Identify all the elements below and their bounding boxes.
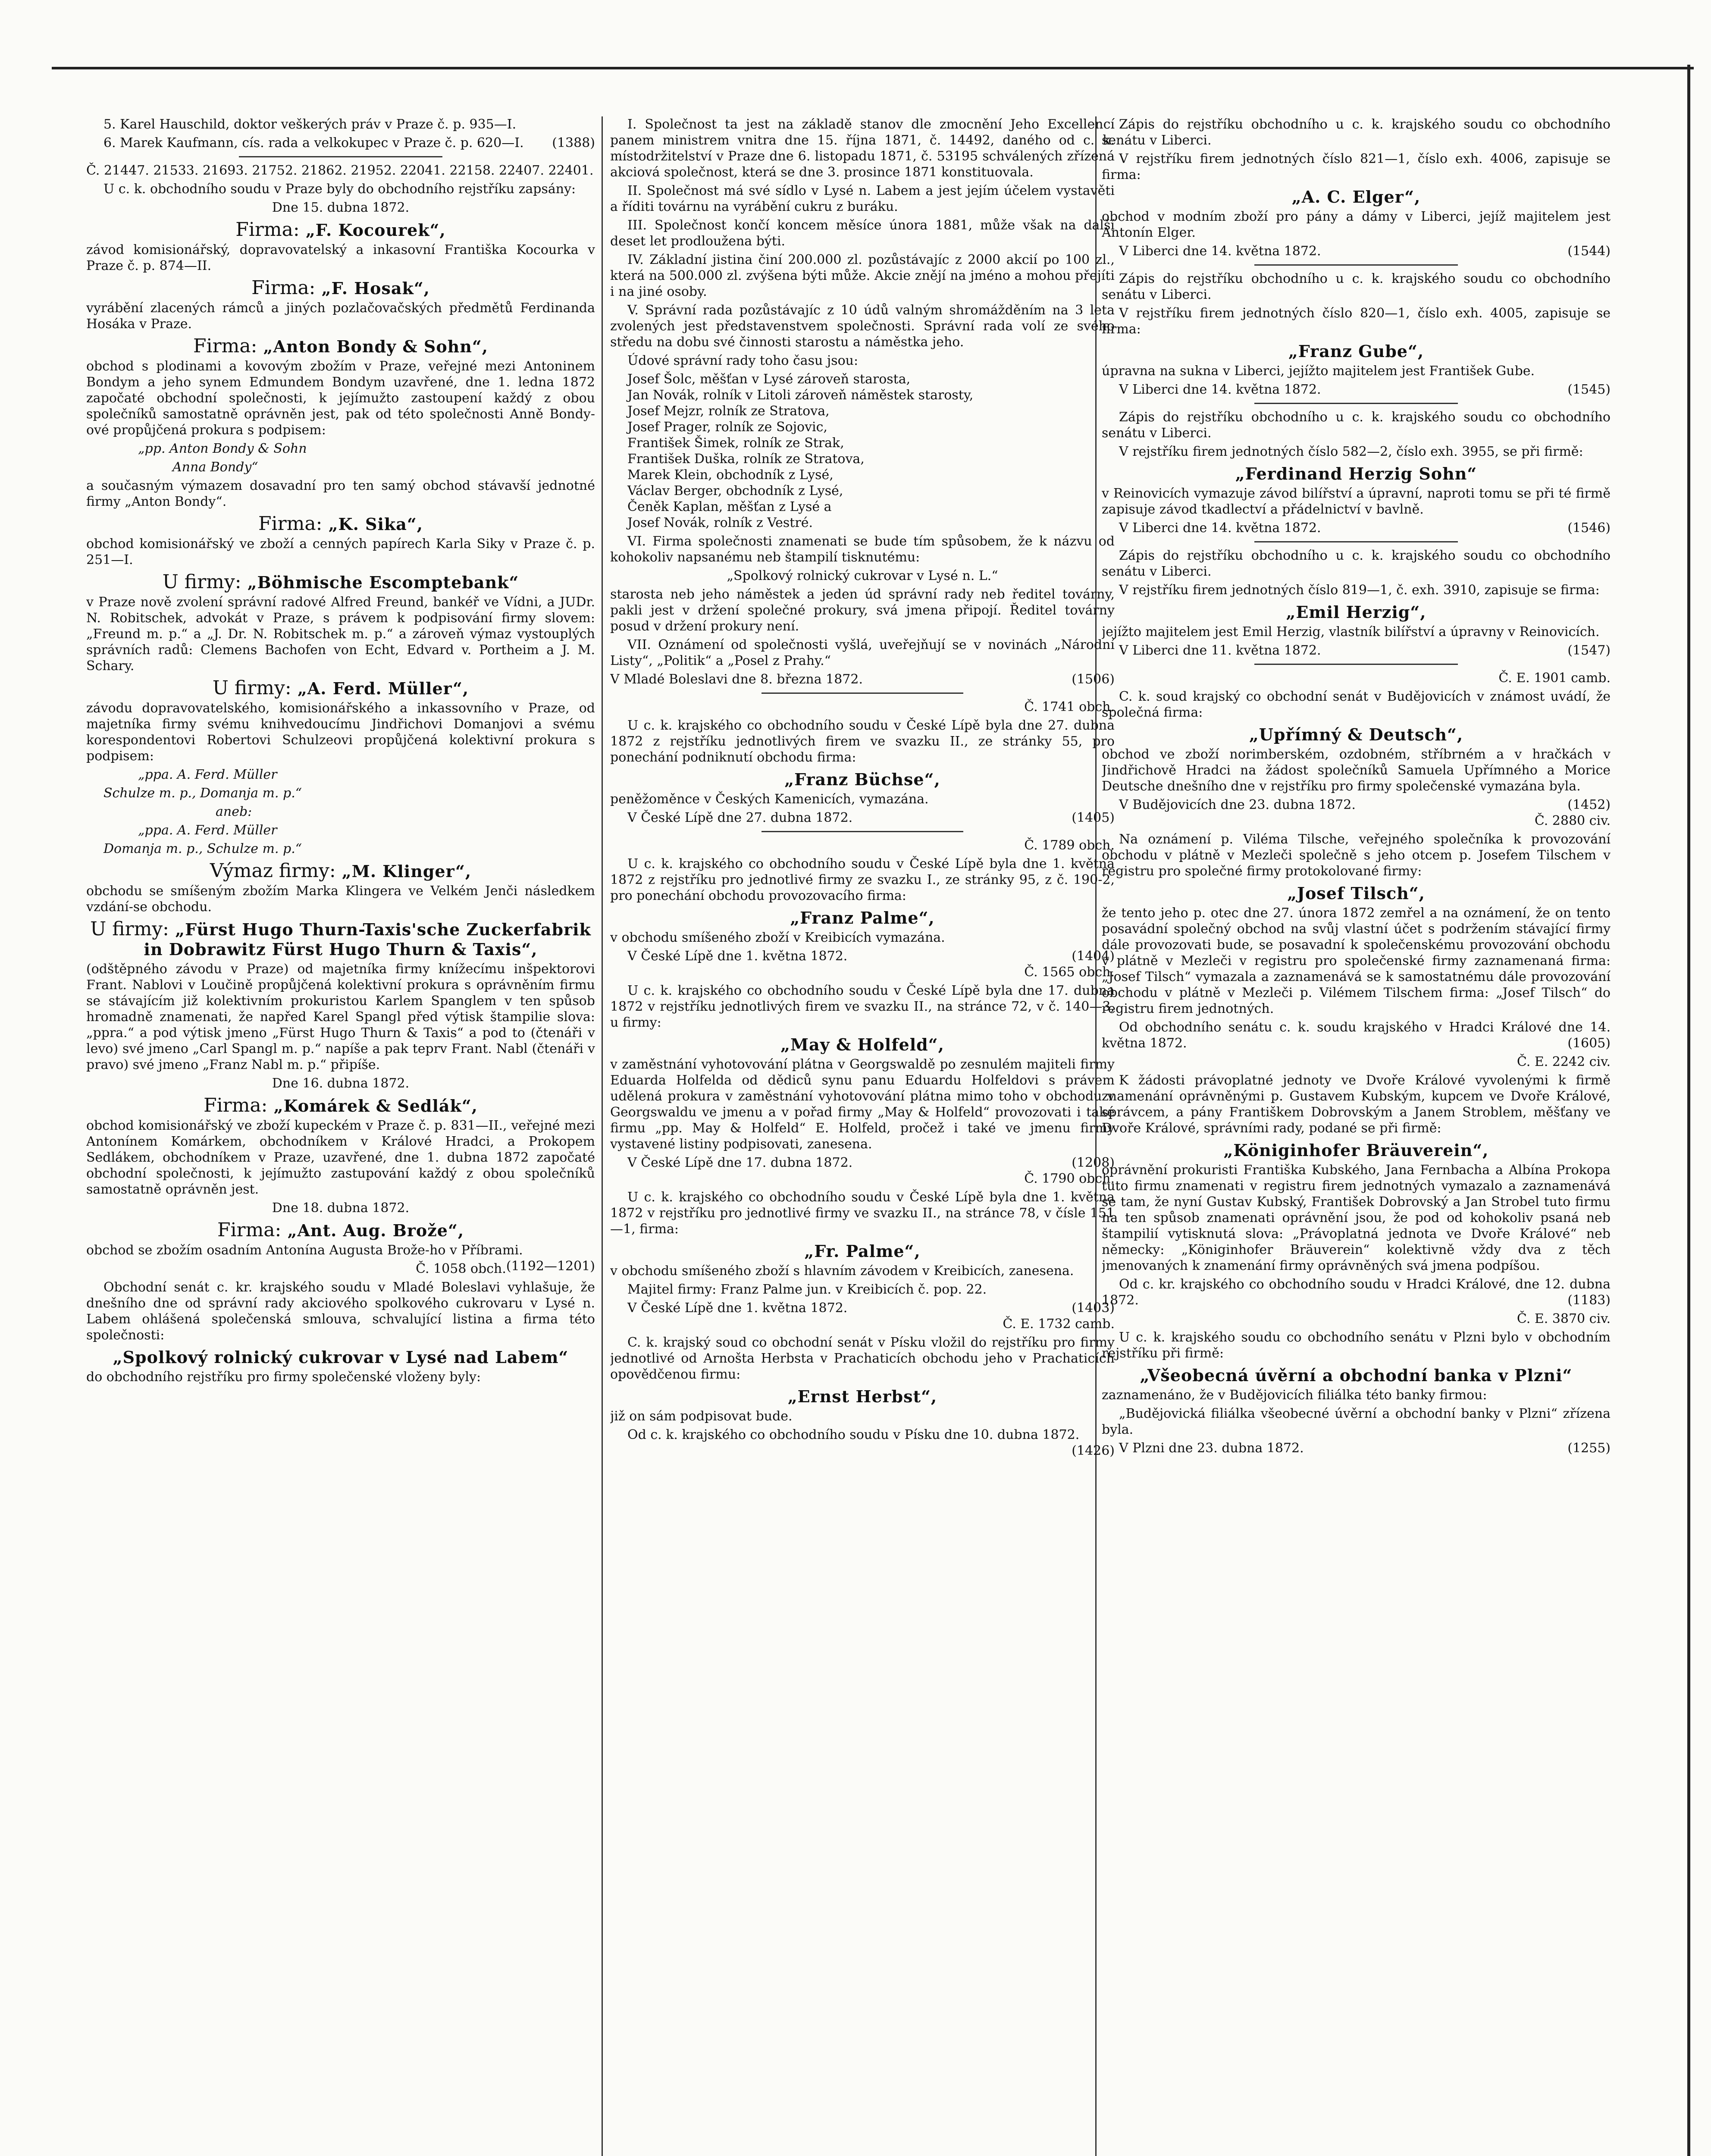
statute-6-cont: starosta neb jeho náměstek a jeden úd správní rady neb ředitel továrny, pakli jest v držení společné prokury, svá jmena připojí. Ředitel továrny posud v držení prokury není.: [610, 587, 1115, 634]
firm-label: Firma:: [193, 335, 257, 357]
notice-herbst-text: již on sám podpisovat bude.: [610, 1409, 793, 1424]
firm-text-sika: obchod komisionářský ve zboží a cenných papírech Karla Siky v Praze č. p. 251—I.: [86, 536, 595, 567]
reference-number: Č. 1741 obch.: [1024, 699, 1115, 714]
dateline: V České Lípě dne 17. dubna 1872.: [627, 1155, 853, 1170]
firm-heading-bondy: [86, 336, 595, 357]
separator: [761, 831, 963, 832]
firm-heading-tilsch: „Josef Tilsch“,: [1287, 884, 1425, 903]
reference-number: Č. E. 2242 civ.: [1517, 1054, 1611, 1069]
signature-line: Anna Bondy“: [172, 460, 258, 475]
dateline-row: [1102, 642, 1611, 658]
board-member: Čeněk Kaplan, měšťan z Lysé a: [627, 499, 832, 514]
notice-gube-register: V rejstříku firem jednotných číslo 820—1, číslo exh. 4005, zapisuje se firma:: [1102, 306, 1611, 337]
firm-name: „Komárek & Sedlák“,: [273, 1096, 478, 1116]
separator: [1254, 541, 1458, 542]
entry-kaufmann-text: 6. Marek Kaufmann, cís. rada a velkokupec v Praze č. p. 620—I.: [103, 135, 524, 150]
notice-bank: U c. k. krajského soudu co obchodního senátu v Plzni bylo v obchodním rejstříku při firmě:: [1102, 1330, 1611, 1361]
board-member: Josef Prager, rolník ze Sojovic,: [627, 420, 827, 435]
firm-text-escomptebank: v Praze nově zvolení správní radové Alfred Freund, bankéř ve Vídni, a JUDr. N. Robitschek, advokát v Praze, s právem k podpisování firmy slovem: „Freund m. p.“ a „J. Dr. N. Robitschek m. p.“ a zároveň výmaz vystouplých správních radů: Clemens Bachofen von Echt, Edvard v. Portheim a J. M. Schary.: [86, 595, 595, 674]
statute-2: II. Společnost má své sídlo v Lysé n. Labem a jest jejím účelem vystavěti a říditi továrnu na vyrábění cukru z buráku.: [610, 183, 1115, 214]
firm-label: Firma:: [258, 513, 323, 535]
firm-heading-fr-palme: „Fr. Palme“,: [804, 1241, 921, 1261]
dateline: V Plzni dne 23. dubna 1872.: [1119, 1441, 1304, 1456]
reference-number: Č. E. 1732 camb.: [1003, 1316, 1115, 1332]
separator: [239, 156, 442, 157]
firm-label: Výmaz firmy:: [210, 860, 336, 882]
dateline-row: [1102, 382, 1611, 398]
firm-text-bondy-2: a současným výmazem dosavadní pro ten samý obchod stávavší jednotné firmy „Anton Bondy“.: [86, 478, 595, 509]
notice-herzig-sohn: Zápis do rejstříku obchodního u c. k. krajského soudu co obchodního senátu v Liberci.: [1102, 410, 1611, 441]
firm-heading-buchse: „Franz Büchse“,: [784, 770, 940, 789]
firm-text-muller: závodu dopravovatelského, komisionářského a inkassovního v Praze, od majetníka firmy svému knihvedoucímu Jindřichovi Domanjovi a svému korespondentovi Robertovi Schulzeovi propůjčená kolektivní prokura s podpisem:: [86, 701, 595, 764]
reference-number: Č. 1058 obch.: [416, 1261, 506, 1276]
firm-heading-thurn-taxis: [86, 919, 595, 959]
firm-label: Firma:: [217, 1219, 282, 1241]
statute-6: VI. Firma společnosti znamenati se bude tím spůsobem, že k názvu od kohokoliv napsanému neb štampilí tisknutému:: [610, 534, 1115, 565]
firm-heading-brauverein: „Königinhofer Bräuverein“,: [1223, 1141, 1489, 1160]
dateline: V Budějovicích dne 23. dubna 1872.: [1119, 797, 1356, 812]
entry-number: (1506): [1072, 672, 1115, 687]
entry-number: (1404): [1072, 949, 1115, 964]
separator: [1254, 664, 1458, 665]
notice-emil-herzig: Zápis do rejstříku obchodního u c. k. krajského soudu co obchodního senátu v Liberci.: [1102, 548, 1611, 579]
reference-number: Č. 1789 obch.: [1024, 838, 1115, 853]
reference-number: Č. E. 3870 civ.: [1517, 1311, 1611, 1326]
firm-text-klinger: obchodu se smíšeným zbožím Marka Klingera ve Velkém Jenči následkem vzdání-se obchodu.: [86, 884, 595, 915]
notice-gube-text: úpravna na sukna v Liberci, jejížto majitelem jest František Gube.: [1102, 364, 1535, 379]
dateline: V České Lípě dne 27. dubna 1872.: [627, 810, 853, 825]
firm-text-kocourek: závod komisionářský, dopravovatelský a inkasovní Františka Kocourka v Praze č. p. 874—II.: [86, 242, 595, 273]
firm-name: „K. Sika“,: [328, 514, 423, 534]
signature-line: aneb:: [216, 804, 252, 819]
date-heading: Dne 18. dubna 1872.: [272, 1200, 410, 1216]
notice-tilsch-closing: [1102, 1019, 1611, 1051]
firm-heading-herzig-sohn: „Ferdinand Herzig Sohn“: [1235, 464, 1477, 483]
board-heading: Údové správní rady toho času jsou:: [627, 353, 859, 368]
notice-herzig-sohn-register: V rejstříku firem jednotných číslo 582—2, číslo exh. 3955, se při firmě:: [1119, 444, 1583, 459]
dateline: V Liberci dne 14. května 1872.: [1119, 382, 1321, 397]
column-3: [1102, 116, 1611, 2156]
notice-brauverein-text: oprávnění prokuristi Františka Kubského, Jana Fernbacha a Albína Prokopa tuto firmu znamenati v registru firem jednotných vymazalo a zaznamenává se tam, že nyní Gustav Kubský, František Dobrovský a Jan Strobel tuto firmu na ten spůsob znamenati oprávnění jsou, že pod od kohokoliv psaná neb štampilií vytisknutá slova: „Právoplatná jednota ve Dvoře Králové“ neb německy: „Königinhofer Bräuverein“ kolektivně vždy dva z těch jmenovaných k znamenání firmy oprávněných svá jmena podpíšou.: [1102, 1163, 1611, 1273]
signature-line: Schulze m. p., Domanja m. p.“: [103, 786, 302, 801]
board-member: František Šimek, rolník ze Strak,: [627, 436, 844, 451]
reference-number: Č. 1790 obch.: [1024, 1171, 1115, 1186]
dateline-row: [610, 1155, 1115, 1171]
firm-text-bondy: obchod s plodinami a kovovým zbožím v Praze, veřejné mezi Antoninem Bondym a jeho synem Edmundem Bondym uzavřené, dne 1. ledna 1872 započaté obchodní společnosti, k jejímužto zastoupení každý z obou společníků samostatně oprávněn jest, pak od této společnosti Anně Bondy-ové propůjčená prokura s podpisem:: [86, 359, 595, 438]
entry-number: (1545): [1567, 382, 1611, 397]
dateline: V České Lípě dne 1. května 1872.: [627, 1300, 848, 1316]
notice-herzig-sohn-text: v Reinovicích vymazuje závod bilířství a úpravní, naproti tomu se při té firmě zapisuje závod tkadlectví a přádelnictví v bavlně.: [1102, 486, 1611, 517]
entry-number: (1605): [1567, 1036, 1611, 1051]
dateline: V České Lípě dne 1. května 1872.: [627, 949, 848, 964]
notice-herbst-closing: [610, 1427, 1115, 1458]
firm-label: Firma:: [251, 277, 316, 299]
dateline-row: [1102, 1440, 1611, 1456]
statute-4: IV. Základní jistina činí 200.000 zl. pozůstávajíc z 2000 akcií po 100 zl., která na 500.000 zl. zvýšena býti může. Akcie znějí na jméno a mohou přejíti i na jiné osoby.: [610, 252, 1115, 299]
notice-bank-text: zaznamenáno, že v Budějovicích filiálka této banky firmou:: [1102, 1388, 1487, 1403]
notice-holfeld: U c. k. krajského co obchodního soudu v České Lípě byla dne 17. dubna 1872 v rejstříku jednotlivých firem ve svazku II., na stránce 72, v č. 140—3, u firmy:: [610, 983, 1115, 1030]
reference-numbers: Č. 21447. 21533. 21693. 21752. 21862. 21952. 22041. 22158. 22407. 22401.: [86, 163, 594, 178]
entry-number: (1255): [1567, 1441, 1611, 1456]
notice-gube: Zápis do rejstříku obchodního u c. k. krajského soudu co obchodního senátu v Liberci.: [1102, 271, 1611, 302]
notice-herbst: C. k. krajský soud co obchodní senát v Písku vložil do rejstříku pro firmy jednotlivé od Arnošta Herbsta v Prachaticích obchodu jeho v Prachaticích opovědčenou firmu:: [610, 1335, 1115, 1382]
dateline-row: [1102, 243, 1611, 259]
notice-buchse: U c. k. krajského co obchodního soudu v České Lípě byla dne 27. dubna 1872 z rejstříku jednotlivých firem ve svazku II., ze stránky 55, pro ponechání podniknutí obchodu firma:: [610, 718, 1115, 765]
dateline: V Liberci dne 14. května 1872.: [1119, 520, 1321, 536]
firm-text-thurn-taxis: (odštěpného závodu v Praze) od majetníka firmy knížecímu inšpektorovi Frant. Nablovi v Loučině propůjčená kolektivní prokura s oprávněním firmu se stávajícím již kolektivním prokuristou Karlem Spanglem v ten spůsob hromadně znamenati, že napřed Karel Spangl před výtisk štampilie slova: „ppra.“ a pod výtisk jmeno „Fürst Hugo Thurn & Taxis“ a pod to (čtenáři v levo) své jmeno „Carl Spangl m. p.“ napíše a pak teprv Frant. Nabl (čtenáři v pravo) své jmeno „Franz Nabl m. p.“ připíše.: [86, 962, 595, 1072]
court-intro: U c. k. obchodního soudu v Praze byly do obchodního rejstříku zapsány:: [103, 182, 576, 197]
firm-text-hosak: vyrábění zlacených rámců a jiných pozlačovačských předmětů Ferdinanda Hosáka v Praze.: [86, 301, 595, 332]
firm-name: „M. Klinger“,: [342, 862, 472, 881]
reference-number: Č. 1565 obch.: [1024, 965, 1115, 980]
reference-number: Č. 2880 civ.: [1534, 813, 1611, 828]
board-member: Josef Novák, rolník z Vestré.: [627, 515, 813, 530]
dateline-row: [1102, 797, 1611, 813]
firm-label: Firma:: [204, 1094, 268, 1116]
firm-text-broze-body: obchod se zbožím osadním Antonína Augusta Brože-ho v Příbrami.: [86, 1243, 523, 1258]
firm-label: U firmy:: [212, 677, 291, 699]
board-member: Josef Šolc, měšťan v Lysé zároveň starosta,: [627, 372, 911, 387]
notice-palme: U c. k. krajského co obchodního soudu v České Lípě byla dne 1. května 1872 z rejstříku pro jednotlivé firmy ze svazku I., ze stránky 95, z č. 190-2, pro ponechání obchodu provozovacího firma:: [610, 856, 1115, 903]
firm-name: „Anton Bondy & Sohn“,: [263, 337, 489, 356]
firm-heading-gube: „Franz Gube“,: [1288, 342, 1424, 361]
entry-kaufmann: [86, 135, 595, 151]
firm-label: U firmy:: [162, 571, 241, 593]
firm-heading-muller: [86, 678, 595, 699]
firm-name: „Fürst Hugo Thurn-Taxis'sche Zuckerfabrik in Dobrawitz Fürst Hugo Thurn & Taxis“,: [144, 920, 591, 959]
firm-heading-bank: „Všeobecná úvěrní a obchodní banka v Plzni“: [1140, 1366, 1573, 1385]
firm-name: „F. Kocourek“,: [305, 220, 446, 240]
notice-tilsch: Na oznámení p. Viléma Tilsche, veřejného společníka k provozování obchodu v plátně v Mezleči společně s jeho otcem p. Josefem Tilschem v registru pro společné firmy protokolované firmy:: [1102, 832, 1611, 879]
firm-label: U firmy:: [90, 918, 169, 940]
firm-label: Firma:: [235, 219, 300, 241]
notice-fr-palme-text: v obchodu smíšeného zboží s hlavním závodem v Kreibicích, zanesena.: [610, 1263, 1074, 1279]
entry-hauschild: 5. Karel Hauschild, doktor veškerých práv v Praze č. p. 935—I.: [103, 117, 517, 132]
notice-emil-herzig-register: V rejstříku firem jednotných číslo 819—1, č. exh. 3910, zapisuje se firma:: [1119, 583, 1600, 598]
board-member: Josef Mejzr, rolník ze Stratova,: [627, 404, 830, 419]
firm-heading-uprimny-deutsch: „Upřímný & Deutsch“,: [1249, 725, 1463, 744]
entry-number: (1208): [1072, 1155, 1115, 1170]
firm-heading-komarek: [86, 1096, 595, 1116]
notice-buchse-text: peněžoměnce v Českých Kamenicích, vymazána.: [610, 792, 929, 807]
notice-fr-palme: U c. k. krajského co obchodního soudu v České Lípě byla dne 1. května 1872 v rejstříku pro jednotlivé firmy ve svazku II., na stránce 78, v čísle 151—1, firma:: [610, 1190, 1115, 1237]
statute-3: III. Společnost končí koncem měsíce února 1881, může však na další deset let prodloužena býti.: [610, 218, 1115, 249]
statute-1: I. Společnost ta jest na základě stanov dle zmocnění Jeho Excellencí panem ministrem vnitra dne 15. října 1871, č. 14492, daného od c. k. místodržitelství v Praze dne 6. listopadu 1871, č. 53195 schválených zřízená akciová společnost, která se dne 3. prosince 1871 konstituovala.: [610, 117, 1115, 180]
notice-palme-text: v obchodu smíšeného zboží v Kreibicích vymazána.: [610, 930, 945, 945]
notice-elger-text: obchod v modním zboží pro pány a dámy v Liberci, jejíž majitelem jest Antonín Elger.: [1102, 209, 1611, 240]
notice-bank-filial: „Budějovická filiálka všeobecné úvěrní a obchodní banky v Plzni“ zřízena byla.: [1102, 1406, 1611, 1437]
dateline: V Liberci dne 11. května 1872.: [1119, 643, 1321, 658]
entry-number: (1405): [1072, 810, 1115, 825]
notice-brauverein-closing-text: Od c. kr. krajského co obchodního soudu v Hradci Králové, dne 12. dubna 1872.: [1102, 1277, 1611, 1308]
firm-heading-may-holfeld: „May & Holfeld“,: [780, 1035, 944, 1054]
statute-7: VII. Oznámení od společnosti vyšlá, uveřejňují se v novinách „Národní Listy“, „Politik“ a „Posel z Prahy.“: [610, 637, 1115, 668]
notice-herbst-closing-text: Od c. k. krajského co obchodního soudu v Písku dne 10. dubna 1872.: [627, 1427, 1080, 1442]
date-heading: Dne 16. dubna 1872.: [272, 1076, 410, 1091]
notice-uprimny: C. k. soud krajský co obchodní senát v Budějovicích v známost uvádí, že společná firma:: [1102, 689, 1611, 720]
firm-heading-hosak: [86, 278, 595, 298]
column-1: [86, 116, 595, 2156]
firm-name: „A. Ferd. Müller“,: [297, 679, 469, 698]
board-member: Václav Berger, obchodník z Lysé,: [627, 483, 843, 498]
entry-number: (1546): [1567, 520, 1611, 536]
statute-5: V. Správní rada pozůstávajíc z 10 údů valným shromážděním na 3 leta zvolených jest představenstvem společnosti. Správní rada volí ze svého středu na dobu své činnosti starostu a náměstka jeho.: [610, 303, 1115, 350]
signature-line: Domanja m. p., Schulze m. p.“: [103, 841, 302, 856]
dateline-row: [610, 1300, 1115, 1316]
firm-heading-herbst: „Ernst Herbst“,: [787, 1387, 937, 1406]
entry-number: (1547): [1567, 643, 1611, 658]
right-border-rule: [1687, 65, 1690, 2156]
firm-text-komarek: obchod komisionářský ve zboží kupeckém v Praze č. p. 831—II., veřejné mezi Antonínem Komárkem, obchodníkem v Králové Hradci, a Prokopem Sedlákem, obchodníkem v Praze, uzavřené, dne 1. dubna 1872 započaté obchodní společnosti, k jejímužto zastupování každý z obou společníků samostatně oprávněn jest.: [86, 1118, 595, 1197]
firm-heading-broze: [86, 1220, 595, 1241]
notice-tilsch-closing-text: Od obchodního senátu c. k. soudu krajského v Hradci Králové dne 14. května 1872.: [1102, 1020, 1611, 1051]
top-border-rule: [52, 67, 1694, 69]
reference-number: Č. E. 1901 camb.: [1498, 671, 1611, 686]
entry-kaufmann-number: (1388): [552, 135, 595, 150]
dateline: V Mladé Boleslavi dne 8. března 1872.: [610, 672, 863, 687]
separator: [761, 693, 963, 694]
entry-number: (1426): [1072, 1443, 1115, 1458]
entry-number: (1544): [1567, 244, 1611, 259]
firm-name: „Böhmische Escomptebank“: [247, 573, 519, 592]
firm-name: „Ant. Aug. Brože“,: [287, 1221, 464, 1240]
notice-holfeld-text: v zaměstnání vyhotovování plátna v Georgswaldě po zesnulém majiteli firmy Eduarda Holfelda od dědiců synu panu Eduardu Holfeldovi s právem udělená prokura v zaměstnání vyhotovování plátna mimo toho v obchodu v Georgswaldu ve jmenu a v pořad firmy „May & Holfeld“ provozovati i také firmu „pp. May & Holfeld“ E. Holfeld, pročež i také ve jmenu firmy vystavené listiny podpisovati, zanesena.: [610, 1057, 1115, 1152]
date-heading: Dne 15. dubna 1872.: [272, 200, 410, 215]
firm-heading-escomptebank: [86, 572, 595, 592]
firm-signature-text: „Spolkový rolnický cukrovar v Lysé n. L.“: [727, 568, 998, 583]
firm-heading-franz-palme: „Franz Palme“,: [790, 908, 935, 928]
separator: [1254, 403, 1458, 404]
firm-heading-kocourek: [86, 220, 595, 240]
firm-name: „F. Hosak“,: [321, 279, 430, 298]
notice-elger-register: V rejstříku firem jednotných číslo 821—1, číslo exh. 4006, zapisuje se firma:: [1102, 151, 1611, 182]
firm-heading-sika: [86, 514, 595, 534]
notice-uprimny-text: obchod ve zboží norimberském, ozdobném, stříbrném a v hračkách v Jindřichově Hradci na žádost společníků Samuela Upřímného a Morice Deutsche dnešního dne v rejstříku pro firmy společenské vymazána byla.: [1102, 747, 1611, 794]
entry-number: (1403): [1072, 1300, 1115, 1316]
signature-line: „ppa. A. Ferd. Müller: [138, 767, 277, 782]
notice-tilsch-text: že tento jeho p. otec dne 27. února 1872 zemřel a na oznámení, že on tento posavádní společný obchod na svůj vlastní účet s podržením stávající firmy dále provozovati bude, se posavadní k společenskému provozování obchodu v plátně v Mezleči v registru pro společenské firmy zaznamenaná firma: „Josef Tilsch“ vymazala a zaznamenává se k samostatnému dále provozování obchodu v plátně v Mezleči p. Vilémem Tilschem firma: „Josef Tilsch“ do registru firem jednotných.: [1102, 906, 1611, 1016]
notice-brauverein: K žádosti právoplatné jednoty ve Dvoře Králové vyvolenými k firmě znamenání oprávněnými p. Gustavem Kubským, kupcem ve Dvoře Králové, správcem, a pány Františkem Dobrovským a Janem Stroblem, měšťany ve Dvoře Králové, správními rady, podané se při firmě:: [1102, 1073, 1611, 1136]
firm-heading-elger: „A. C. Elger“,: [1291, 187, 1421, 207]
notice-emil-herzig-text: jejížto majitelem jest Emil Herzig, vlastník bilířství a úpravny v Reinovicích.: [1102, 624, 1600, 639]
firm-heading-cukrovar: „Spolkový rolnický cukrovar v Lysé nad Labem“: [113, 1348, 569, 1367]
column-divider-1: [602, 116, 603, 2156]
firm-heading-klinger: [86, 861, 595, 881]
firm-heading-emil-herzig: „Emil Herzig“,: [1286, 602, 1426, 622]
dateline-row: [610, 948, 1115, 964]
signature-line: „ppa. A. Ferd. Müller: [138, 823, 277, 838]
signature-line: „pp. Anton Bondy & Sohn: [138, 441, 307, 456]
notice-brauverein-closing: [1102, 1276, 1611, 1308]
dateline-row: [1102, 520, 1611, 536]
board-member: František Duška, rolník ze Stratova,: [627, 451, 865, 467]
notice-fr-palme-owner: Majitel firmy: Franz Palme jun. v Kreibicích č. pop. 22.: [627, 1282, 987, 1297]
column-2: [610, 116, 1115, 2156]
separator: [1254, 264, 1458, 266]
board-member: Jan Novák, rolník v Litoli zároveň náměstek starosty,: [627, 388, 974, 403]
cukrovar-closing: do obchodního rejstříku pro firmy společenské vloženy byly:: [86, 1369, 481, 1385]
board-member: Marek Klein, obchodník z Lysé,: [627, 467, 834, 483]
entry-number: (1452): [1567, 797, 1611, 812]
notice-elger: Zápis do rejstříku obchodního u c. k. krajského soudu co obchodního senátu v Liberci.: [1102, 117, 1611, 148]
entry-number: (1183): [1567, 1293, 1611, 1308]
entry-number: (1192—1201): [506, 1259, 595, 1274]
dateline-row: [610, 671, 1115, 687]
cukrovar-intro: Obchodní senát c. kr. krajského soudu v Mladé Boleslavi vyhlašuje, že dnešního dne od správní rady akciového spolkového cukrovaru v Lysé n. Labem ohlášená společenská smlouva, schvalující listina a firma této společnosti:: [86, 1280, 595, 1343]
dateline: V Liberci dne 14. května 1872.: [1119, 244, 1321, 259]
dateline-row: [610, 810, 1115, 826]
